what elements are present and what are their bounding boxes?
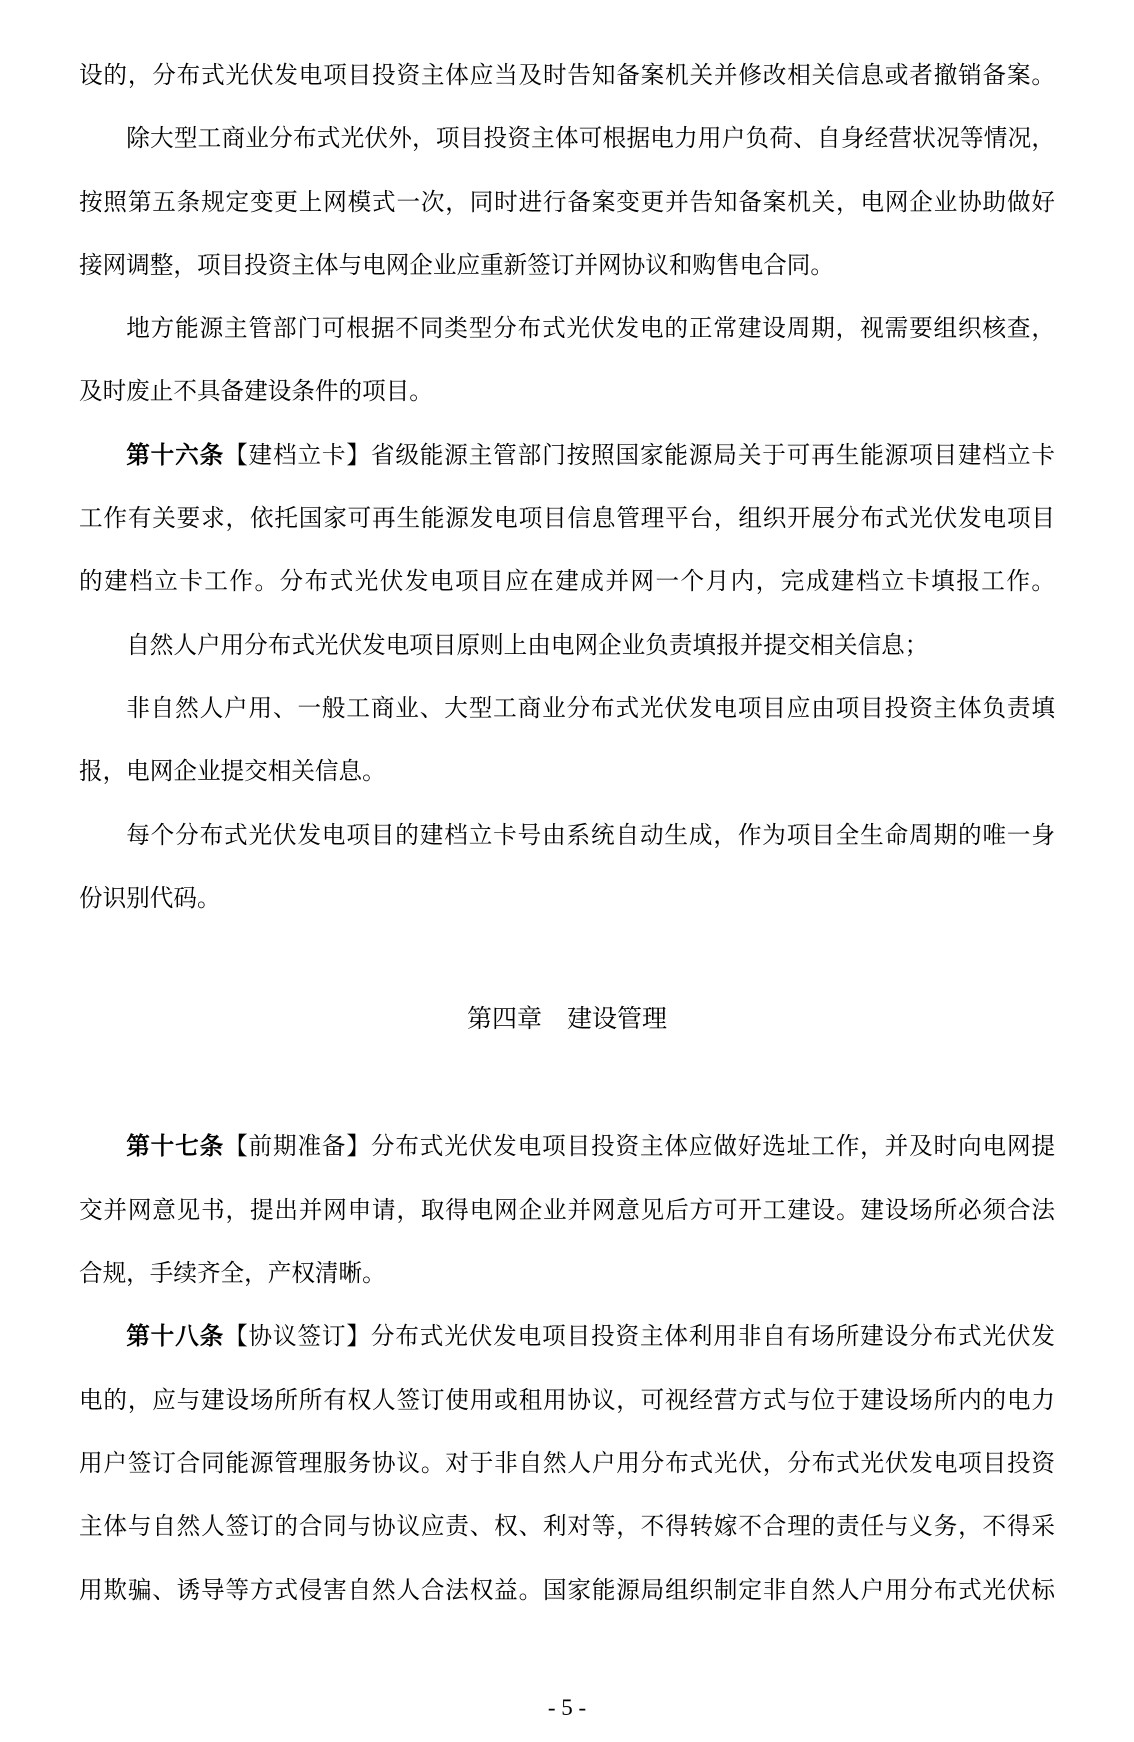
text-line xyxy=(79,1496,1055,1559)
text-line xyxy=(79,1180,1055,1243)
article-number: 第十六条 xyxy=(126,442,225,469)
article-number: 第十八条 xyxy=(126,1324,225,1351)
line-text: 接网调整，项目投资主体与电网企业应重新签订并网协议和购售电合同。 xyxy=(79,252,834,279)
text-line xyxy=(79,615,1055,678)
text-line xyxy=(79,1370,1055,1433)
line-text: 非自然人户用、一般工商业、大型工商业分布式光伏发电项目应由项目投资主体负责填 xyxy=(126,695,1055,722)
text-column xyxy=(79,45,1055,1623)
line-text: 主体与自然人签订的合同与协议应责、权、利对等，不得转嫁不合理的责任与义务，不得采 xyxy=(79,1514,1055,1541)
text-line xyxy=(79,678,1055,741)
text-line xyxy=(79,488,1055,551)
page-number: - 5 - xyxy=(547,1695,587,1720)
text-line xyxy=(79,551,1055,614)
body-text-section-1 xyxy=(79,45,1055,931)
line-text: 【建档立卡】省级能源主管部门按照国家能源局关于可再生能源项目建档立卡 xyxy=(224,442,1055,469)
article-number: 第十七条 xyxy=(126,1134,225,1161)
text-line xyxy=(79,298,1055,361)
text-line xyxy=(79,425,1055,488)
text-line xyxy=(79,868,1055,931)
line-text: 设的，分布式光伏发电项目投资主体应当及时告知备案机关并修改相关信息或者撤销备案。 xyxy=(79,63,1055,89)
line-text: 地方能源主管部门可根据不同类型分布式光伏发电的正常建设周期，视需要组织核查， xyxy=(126,316,1055,343)
line-text: 用户签订合同能源管理服务协议。对于非自然人户用分布式光伏，分布式光伏发电项目投资 xyxy=(79,1450,1055,1477)
text-line xyxy=(79,361,1055,424)
body-text-section-2 xyxy=(79,1116,1055,1622)
line-text: 除大型工商业分布式光伏外，项目投资主体可根据电力用户负荷、自身经营状况等情况， xyxy=(126,126,1055,153)
line-text: 用欺骗、诱导等方式侵害自然人合法权益。国家能源局组织制定非自然人户用分布式光伏标 xyxy=(79,1577,1055,1604)
text-line xyxy=(79,45,1055,108)
line-text: 交并网意见书，提出并网申请，取得电网企业并网意见后方可开工建设。建设场所必须合法 xyxy=(79,1197,1055,1224)
text-line xyxy=(79,1243,1055,1306)
line-text: 每个分布式光伏发电项目的建档立卡号由系统自动生成，作为项目全生命周期的唯一身 xyxy=(126,822,1055,849)
line-text: 按照第五条规定变更上网模式一次，同时进行备案变更并告知备案机关，电网企业协助做好 xyxy=(79,189,1055,216)
line-text: 工作有关要求，依托国家可再生能源发电项目信息管理平台，组织开展分布式光伏发电项目 xyxy=(79,506,1055,533)
text-line xyxy=(79,1560,1055,1623)
line-text: 的建档立卡工作。分布式光伏发电项目应在建成并网一个月内，完成建档立卡填报工作。 xyxy=(79,569,1055,596)
line-text: 及时废止不具备建设条件的项目。 xyxy=(79,379,433,406)
line-text: 合规，手续齐全，产权清晰。 xyxy=(79,1261,386,1288)
chapter-heading: 第四章 建设管理 xyxy=(466,1005,667,1034)
line-text: 电的，应与建设场所所有权人签订使用或租用协议，可视经营方式与位于建设场所内的电力 xyxy=(79,1387,1055,1414)
text-line xyxy=(79,1433,1055,1496)
line-text: 【前期准备】分布式光伏发电项目投资主体应做好选址工作，并及时向电网提 xyxy=(224,1134,1055,1161)
text-line xyxy=(79,235,1055,298)
text-line xyxy=(79,108,1055,171)
line-text: 份识别代码。 xyxy=(79,885,221,912)
text-line xyxy=(79,805,1055,868)
text-line xyxy=(79,1116,1055,1179)
text-line xyxy=(79,1306,1055,1369)
line-text: 报，电网企业提交相关信息。 xyxy=(79,759,386,786)
line-text: 【协议签订】分布式光伏发电项目投资主体利用非自有场所建设分布式光伏发 xyxy=(224,1324,1055,1351)
text-line xyxy=(79,741,1055,804)
text-line xyxy=(79,172,1055,235)
line-text: 自然人户用分布式光伏发电项目原则上由电网企业负责填报并提交相关信息； xyxy=(126,632,929,659)
